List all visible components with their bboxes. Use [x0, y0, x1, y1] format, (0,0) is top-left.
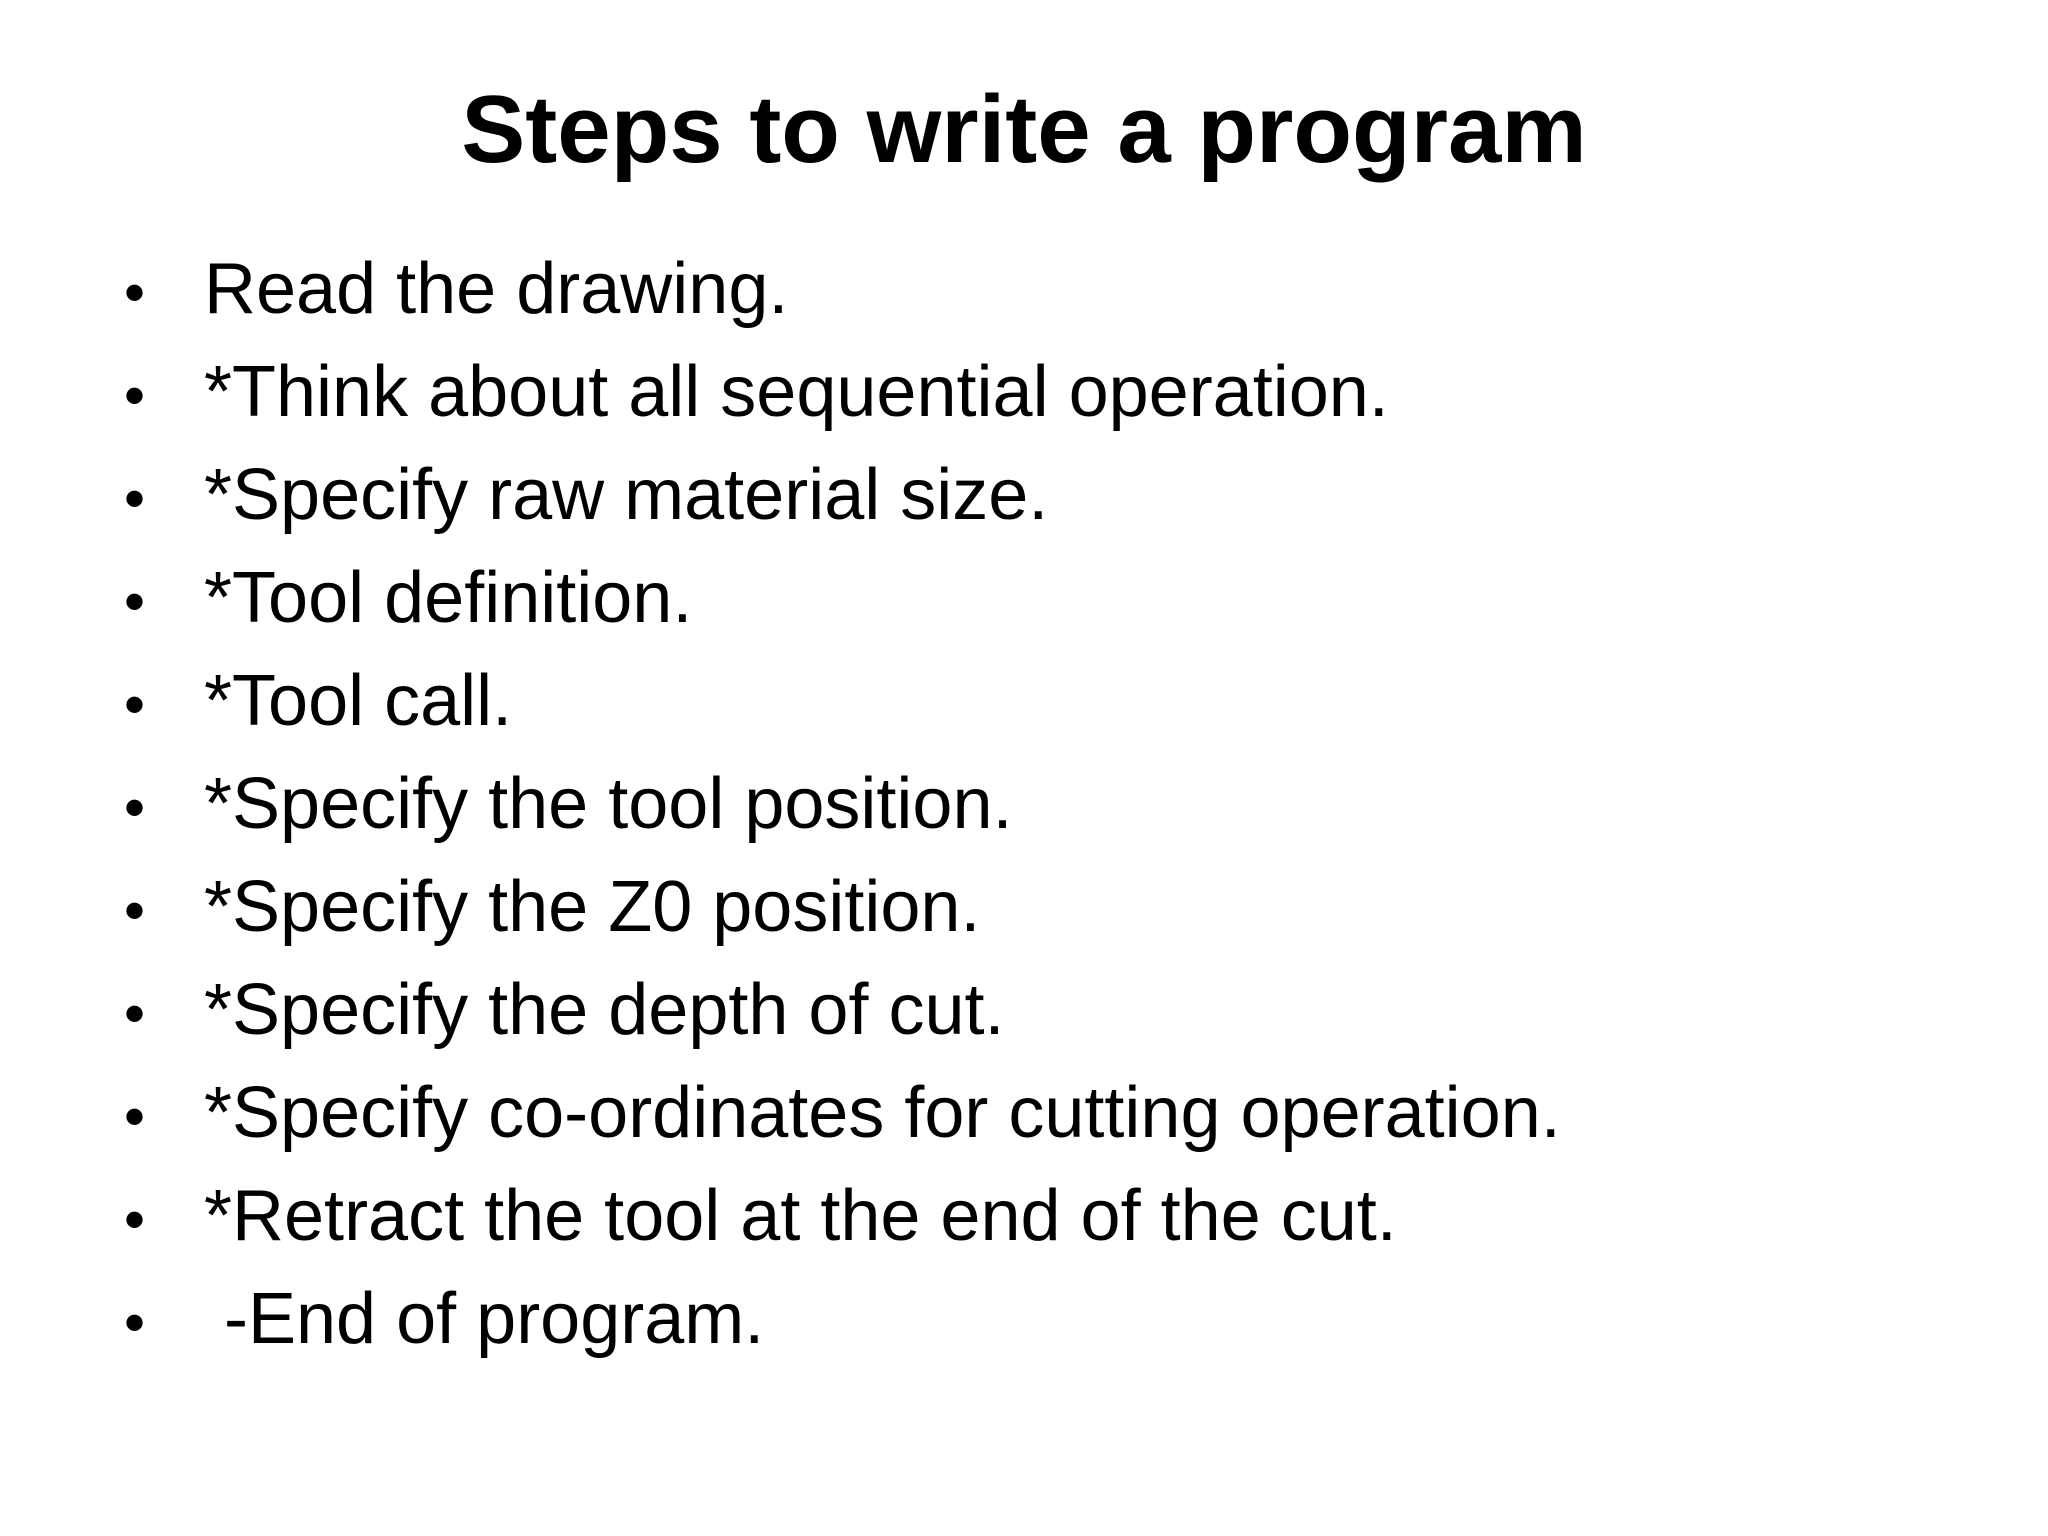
list-item-text: *Specify the Z0 position.: [204, 867, 981, 947]
bullet-icon: •: [124, 465, 146, 532]
list-item: [120, 444, 1980, 547]
list-item-text: -End of program.: [204, 1279, 765, 1359]
bullet-icon: •: [124, 671, 146, 738]
list-item: [120, 856, 1980, 959]
list-item: [120, 1165, 1980, 1268]
bullet-icon: •: [124, 259, 146, 326]
list-item: [120, 1062, 1980, 1165]
list-item-text: *Specify co-ordinates for cutting operation.: [204, 1073, 1561, 1153]
list-item: [120, 341, 1980, 444]
list-item: [120, 753, 1980, 856]
list-item: [120, 1268, 1980, 1371]
list-item-text: *Tool definition.: [204, 558, 693, 638]
list-item-text: *Think about all sequential operation.: [204, 352, 1389, 432]
bullet-icon: •: [124, 362, 146, 429]
bullet-icon: •: [124, 568, 146, 635]
bullet-list: [120, 238, 1980, 1371]
list-item: [120, 650, 1980, 753]
list-item: [120, 238, 1980, 341]
bullet-icon: •: [124, 1289, 146, 1356]
list-item-text: *Specify the tool position.: [204, 764, 1013, 844]
bullet-icon: •: [124, 1186, 146, 1253]
list-item-text: Read the drawing.: [204, 249, 789, 329]
bullet-icon: •: [124, 774, 146, 841]
slide-title: Steps to write a program: [461, 76, 1587, 183]
list-item: [120, 547, 1980, 650]
bullet-icon: •: [124, 1083, 146, 1150]
list-item: [120, 959, 1980, 1062]
list-item-text: *Specify the depth of cut.: [204, 970, 1005, 1050]
list-item-text: *Retract the tool at the end of the cut.: [204, 1176, 1397, 1256]
bullet-icon: •: [124, 877, 146, 944]
list-item-text: *Specify raw material size.: [204, 455, 1049, 535]
bullet-icon: •: [124, 980, 146, 1047]
list-item-text: *Tool call.: [204, 661, 513, 741]
